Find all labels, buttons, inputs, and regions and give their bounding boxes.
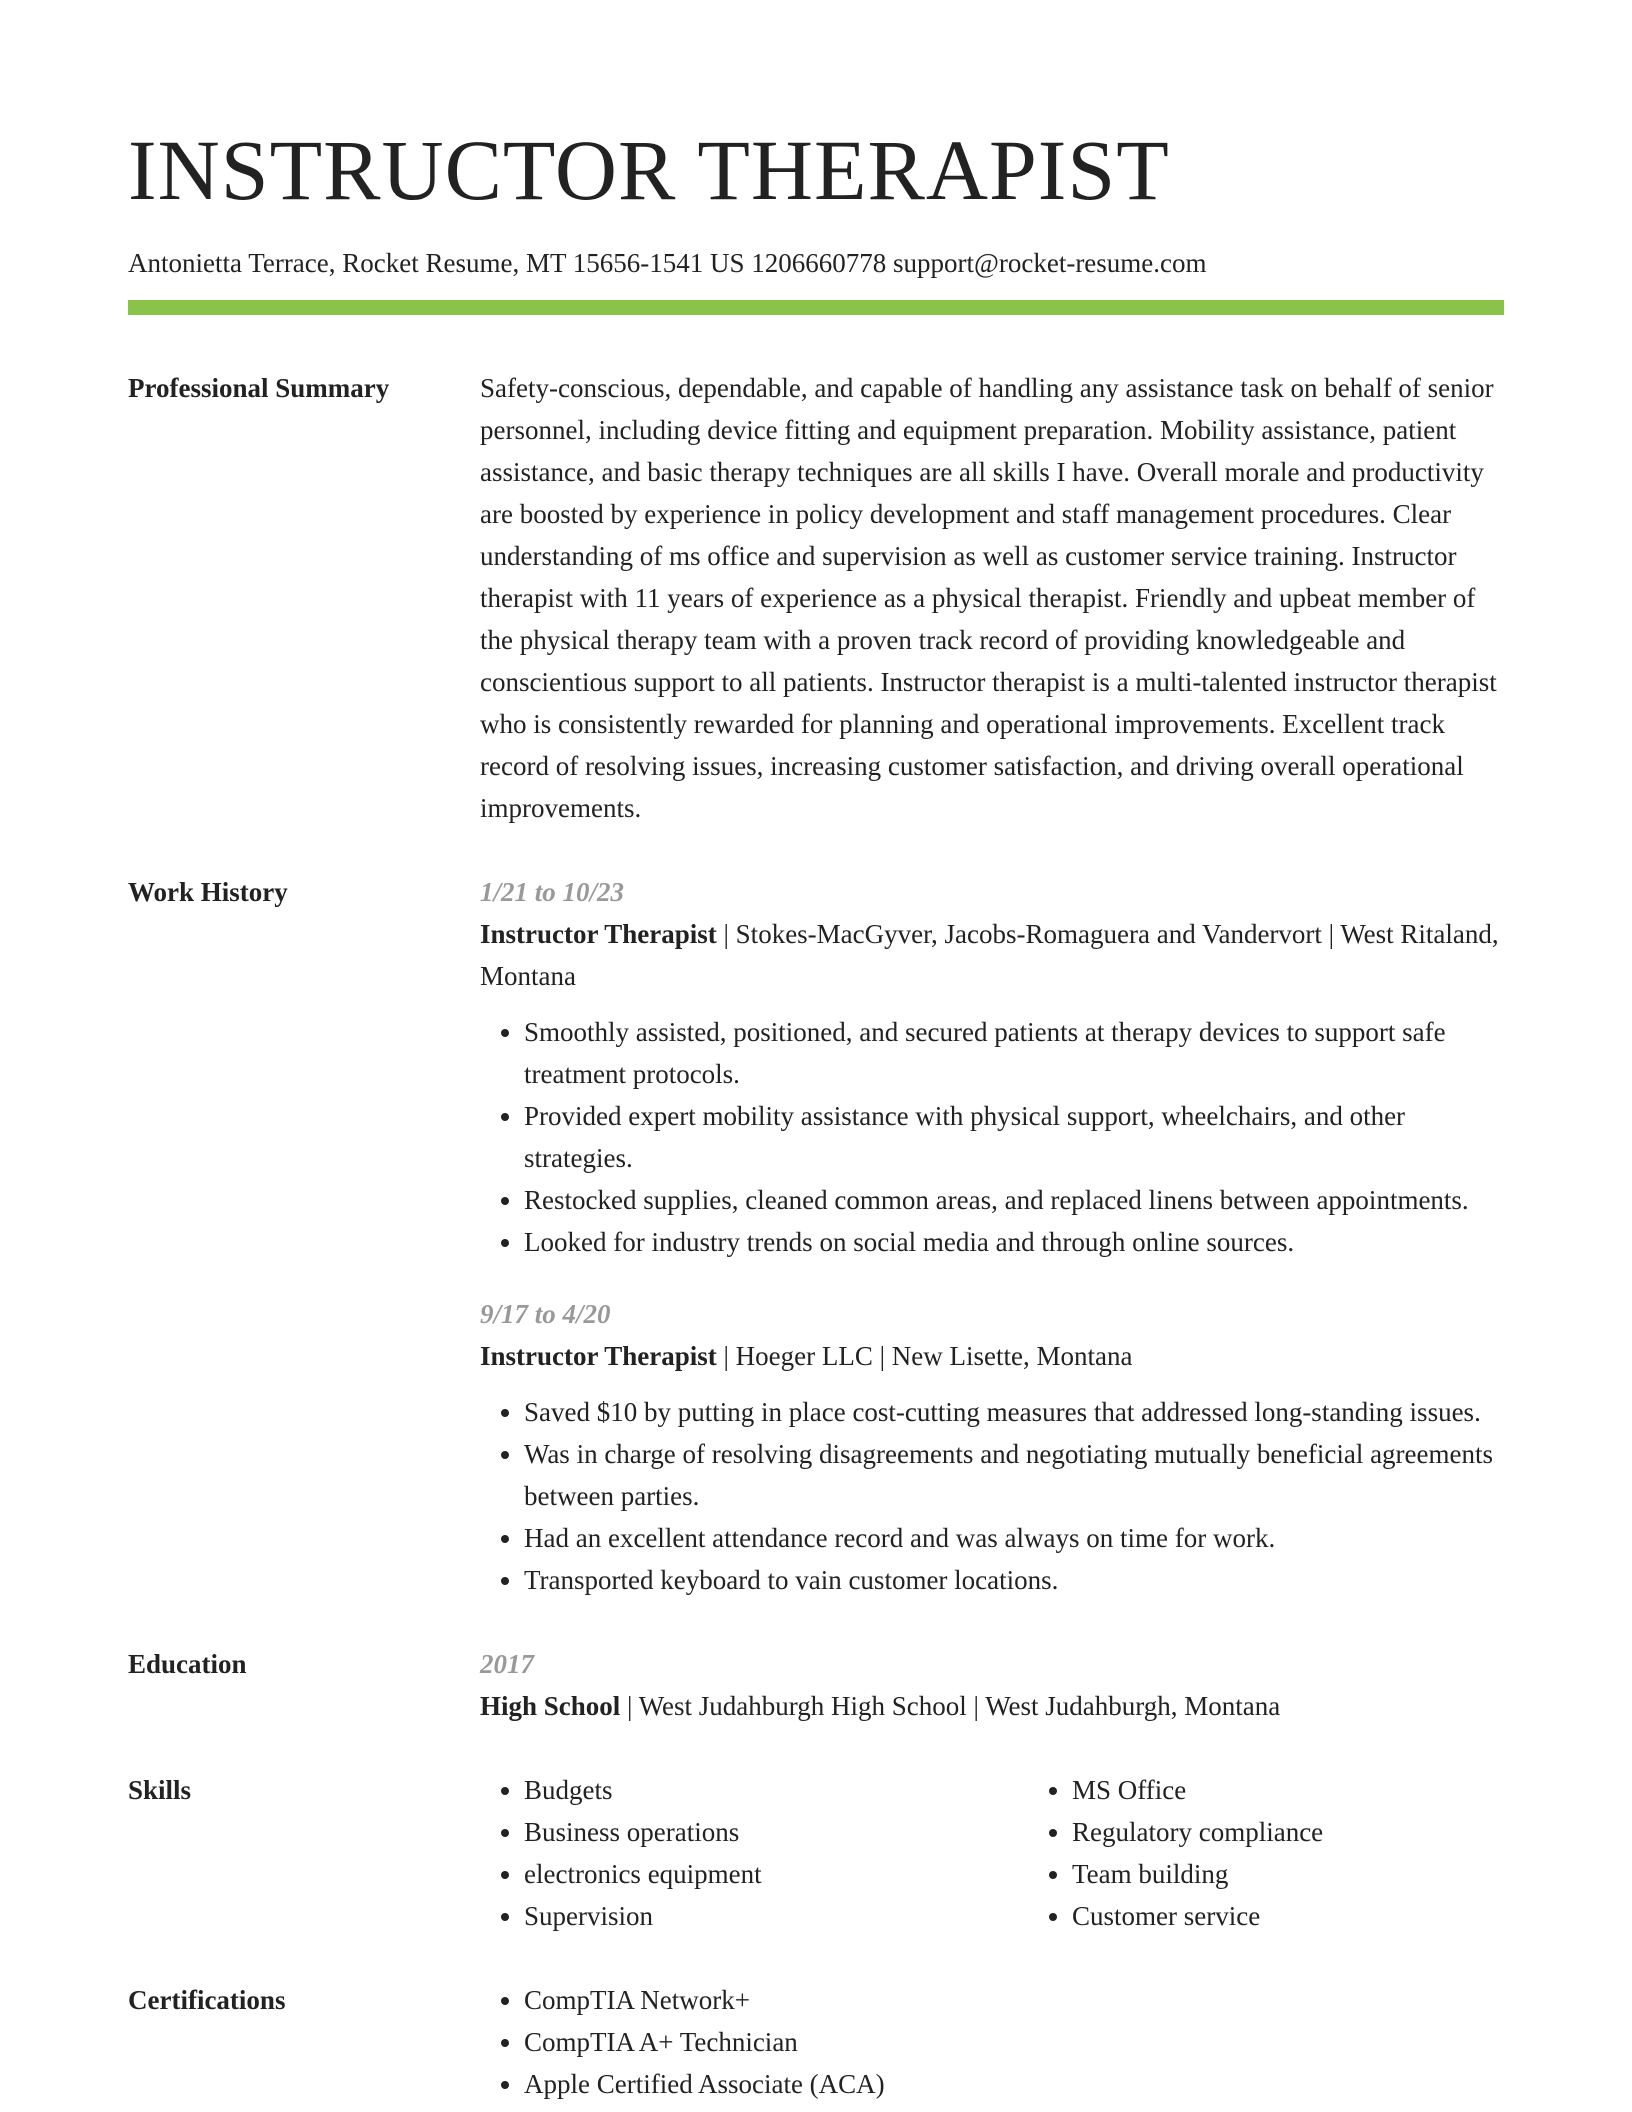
job-entry [480,1293,1504,1601]
job-title: Instructor Therapist [480,919,717,949]
job-bullets [480,1391,1504,1601]
list-item: • Restocked supplies, cleaned common areas, and replaced linens between appointments. [524,1179,1504,1221]
list-item: • Regulatory compliance [1072,1811,1576,1853]
section-label-summary: Professional Summary [128,373,390,403]
skills-list-left [480,1769,1028,1937]
contact-line [128,246,1504,280]
resume-page [128,0,1504,2105]
certifications-list [480,1979,1504,2105]
job-line [480,1335,1504,1377]
list-item: • Supervision [524,1895,1028,1937]
education-section [128,1643,1504,1727]
list-item: • Budgets [524,1769,1028,1811]
section-label-certifications: Certifications [128,1985,286,2015]
list-item: • Apple Certified Associate (ACA) [524,2063,1504,2105]
list-item: • CompTIA Network+ [524,1979,1504,2021]
list-item: • electronics equipment [524,1853,1028,1895]
contact-address: Antonietta Terrace, Rocket Resume, MT 15656-1541 US [128,248,745,278]
summary-text: Safety-conscious, dependable, and capable of handling any assistance task on behalf of senior personnel, including device fitting and equipment preparation. Mobility assistance, patient assistance, and basic therapy techniques are all skills I have. Overall morale and productivity are boosted by experience in policy development and staff management procedures. Clear understanding of ms office and supervision as well as customer service training. Instructor therapist with 11 years of experience as a physical therapist. Friendly and upbeat member of the physical therapy team with a proven track record of providing knowledgeable and conscientious support to all patients. Instructor therapist is a multi-talented instructor therapist who is consistently rewarded for planning and operational improvements. Excellent track record of resolving issues, increasing customer satisfaction, and driving overall operational improvements. [480,373,1497,823]
section-label-skills: Skills [128,1775,192,1805]
education-year: 2017 [480,1649,534,1679]
list-item: • Saved $10 by putting in place cost-cutting measures that addressed long-standing issues. [524,1391,1504,1433]
list-item: • Customer service [1072,1895,1576,1937]
list-item: • Had an excellent attendance record and was always on time for work. [524,1517,1504,1559]
list-item: • Team building [1072,1853,1576,1895]
list-item: • Provided expert mobility assistance with physical support, wheelchairs, and other strategies. [524,1095,1504,1179]
section-label-education: Education [128,1649,247,1679]
job-bullets [480,1011,1504,1263]
work-history-section [128,871,1504,1601]
skills-list-right [1028,1769,1576,1937]
job-entry [480,871,1504,1263]
job-dates: 1/21 to 10/23 [480,877,625,907]
certifications-section [128,1979,1504,2105]
list-item: • CompTIA A+ Technician [524,2021,1504,2063]
list-item: • Smoothly assisted, positioned, and secured patients at therapy devices to support safe treatment protocols. [524,1011,1504,1095]
skills-section [128,1769,1504,1937]
list-item: • Looked for industry trends on social media and through online sources. [524,1221,1504,1263]
list-item: • Transported keyboard to vain customer locations. [524,1559,1504,1601]
resume-name: INSTRUCTOR THERAPIST [128,122,1170,218]
job-title: Instructor Therapist [480,1341,717,1371]
list-item: • MS Office [1072,1769,1576,1811]
summary-section [128,367,1504,829]
job-details: | Hoeger LLC | New Lisette, Montana [716,1341,1133,1371]
section-label-work-history: Work History [128,877,288,907]
job-dates: 9/17 to 4/20 [480,1299,611,1329]
header-divider [128,300,1504,315]
education-degree: High School [480,1691,621,1721]
contact-email: support@rocket-resume.com [893,248,1207,278]
list-item: • Was in charge of resolving disagreements and negotiating mutually beneficial agreements between parties. [524,1433,1504,1517]
education-details: | West Judahburgh High School | West Judahburgh, Montana [620,1691,1281,1721]
job-details: | Stokes-MacGyver, Jacobs-Romaguera and Vandervort | West Ritaland, Montana [480,919,1499,991]
education-line [480,1685,1504,1727]
contact-phone: 1206660778 [751,248,887,278]
list-item: • Business operations [524,1811,1028,1853]
job-line [480,913,1504,997]
